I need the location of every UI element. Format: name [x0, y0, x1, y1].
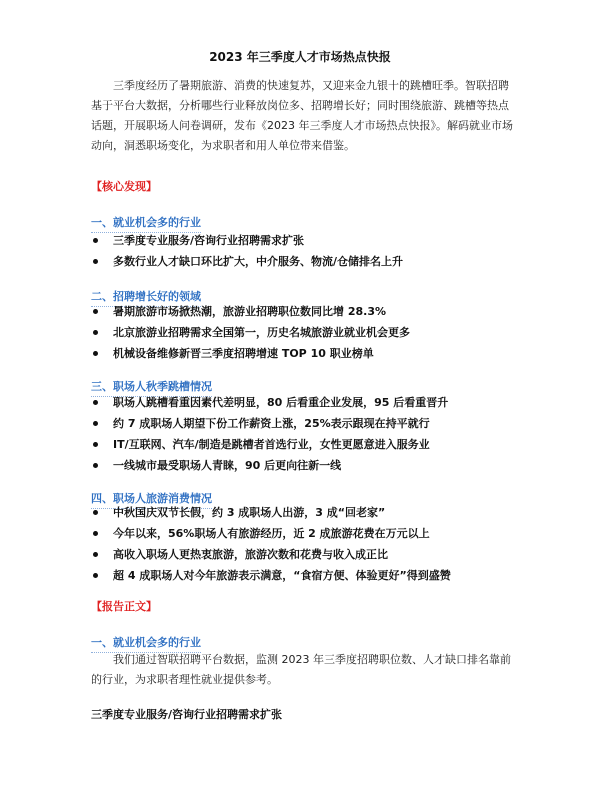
report-subheading: 三季度专业服务/咨询行业招聘需求扩张 [91, 708, 283, 721]
list-item-text: 职场人跳槽看重因素代差明显，80 后看重企业发展，95 后看重晋升 [113, 396, 449, 409]
bullet-icon [93, 442, 98, 447]
list-item-text: 约 7 成职场人期望下份工作薪资上涨，25%表示跟现在持平就行 [113, 417, 430, 430]
report-paragraph: 我们通过智联招聘平台数据，监测 2023 年三季度招聘职位数、人才缺口排名靠前的行业，为求职者理性就业提供参考。 [91, 653, 511, 686]
list-item [91, 343, 531, 364]
bullet-icon [93, 573, 98, 578]
bullet-icon [93, 238, 98, 243]
list-item [91, 230, 531, 251]
report-section-heading-1-text: 一、就业机会多的行业 [91, 636, 201, 649]
list-item-text: 暑期旅游市场掀热潮，旅游业招聘职位数同比增 28.3% [113, 305, 386, 318]
page-title: 2023 年三季度人才市场热点快报 [209, 50, 391, 64]
report-body-tag: 【报告正文】 [91, 600, 157, 613]
list-item-text: 中秋国庆双节长假，约 3 成职场人出游，3 成“回老家” [113, 506, 386, 519]
bullet-icon [93, 259, 98, 264]
list-item-text: 今年以来，56%职场人有旅游经历，近 2 成旅游花费在万元以上 [113, 527, 430, 540]
list-item [91, 322, 531, 343]
list-item-text: 北京旅游业招聘需求全国第一，历史名城旅游业就业机会更多 [113, 326, 410, 339]
list-item-text: 一线城市最受职场人青睐，90 后更向往新一线 [113, 459, 342, 472]
section-heading-3-text: 三、职场人秋季跳槽情况 [91, 380, 212, 393]
section-heading-1-text: 一、就业机会多的行业 [91, 216, 201, 229]
list-item-text: 三季度专业服务/咨询行业招聘需求扩张 [113, 234, 305, 247]
bullet-icon [93, 400, 98, 405]
section-4-bullets [91, 502, 531, 586]
bullet-icon [93, 463, 98, 468]
bullet-icon [93, 510, 98, 515]
section-heading-1 [91, 214, 201, 230]
section-2-bullets [91, 301, 531, 364]
core-findings-tag: 【核心发现】 [91, 180, 157, 193]
list-item [91, 455, 531, 476]
list-item [91, 523, 531, 544]
bullet-icon [93, 552, 98, 557]
section-1-bullets [91, 230, 531, 272]
list-item [91, 251, 531, 272]
list-item [91, 392, 531, 413]
section-heading-4-text: 四、职场人旅游消费情况 [91, 492, 212, 505]
bullet-icon [93, 531, 98, 536]
list-item [91, 413, 531, 434]
bullet-icon [93, 309, 98, 314]
bullet-icon [93, 421, 98, 426]
section-heading-2-text: 二、招聘增长好的领域 [91, 290, 201, 303]
list-item-text: 超 4 成职场人对今年旅游表示满意，“食宿方便、体验更好”得到盛赞 [113, 569, 451, 582]
report-section-heading-1 [91, 634, 201, 650]
list-item [91, 301, 531, 322]
intro-paragraph: 三季度经历了暑期旅游、消费的快速复苏，又迎来金九银十的跳槽旺季。智联招聘基于平台大数据，分析哪些行业释放岗位多、招聘增长好；同时围绕旅游、跳槽等热点话题，开展职场人问卷调研，发布《2023 年三季度人才市场热点快报》。解码就业市场动向，洞悉职场变化，为求职者和用人单位带来借鉴。 [91, 79, 513, 152]
section-3-bullets [91, 392, 531, 476]
list-item [91, 544, 531, 565]
list-item [91, 502, 531, 523]
list-item [91, 565, 531, 586]
list-item [91, 434, 531, 455]
bullet-icon [93, 351, 98, 356]
list-item-text: 高收入职场人更热衷旅游，旅游次数和花费与收入成正比 [113, 548, 388, 561]
list-item-text: IT/互联网、汽车/制造是跳槽者首选行业，女性更愿意进入服务业 [113, 438, 430, 451]
list-item-text: 机械设备维修新晋三季度招聘增速 TOP 10 职业榜单 [113, 347, 374, 360]
bullet-icon [93, 330, 98, 335]
list-item-text: 多数行业人才缺口环比扩大，中介服务、物流/仓储排名上升 [113, 255, 404, 268]
